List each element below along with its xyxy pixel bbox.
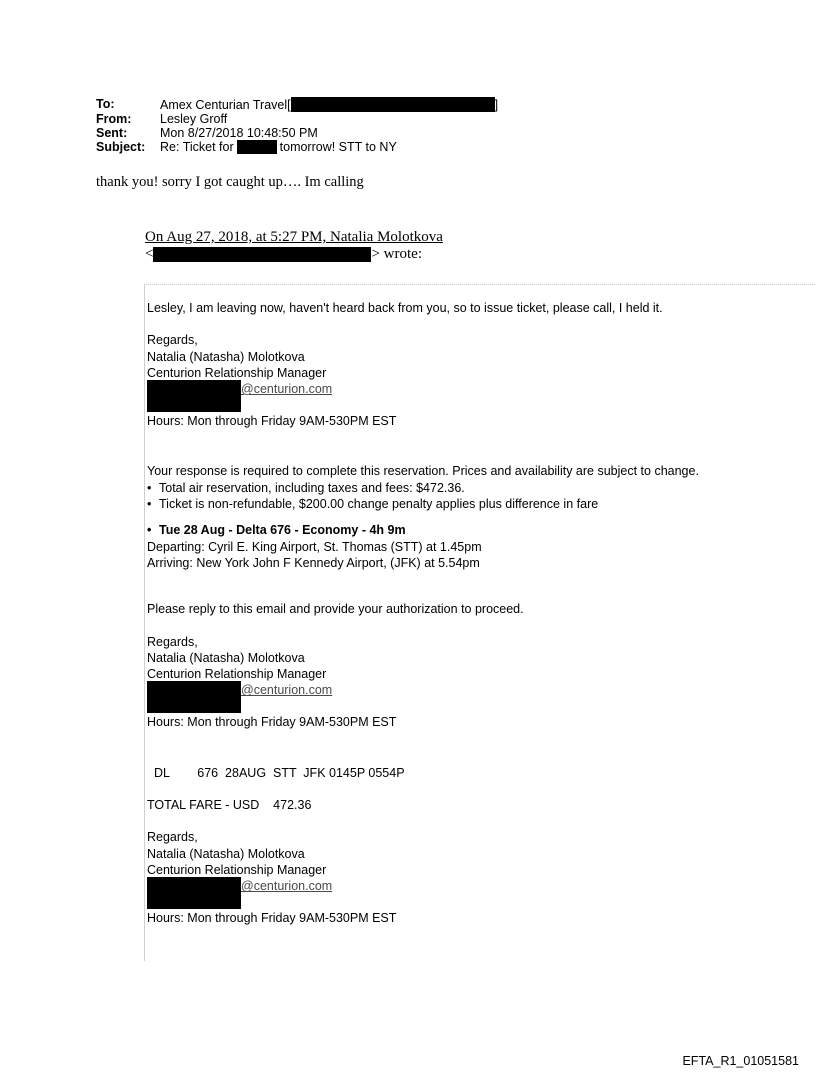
quote-attribution <box>145 229 443 263</box>
signature-name: Natalia (Natasha) Molotkova <box>147 650 305 665</box>
sent-row <box>96 126 498 140</box>
flight-heading <box>147 522 699 538</box>
arriving-text: Arriving: New York John F Kennedy Airport, (JFK) at 5.54pm <box>147 555 480 570</box>
subject-label: Subject: <box>96 140 146 154</box>
bullet-total-text: Total air reservation, including taxes and fees: $472.36. <box>159 480 465 495</box>
reply-body: thank you! sorry I got caught up…. Im calling <box>96 174 364 190</box>
bullet-icon: • <box>147 497 152 512</box>
sent-label: Sent: <box>96 126 128 140</box>
subject-suffix: tomorrow! STT to NY <box>279 140 397 154</box>
response-required-text: Your response is required to complete this reservation. Prices and availability are subject to change. <box>147 464 699 479</box>
redaction-block <box>147 877 241 909</box>
signature-title: Centurion Relationship Manager <box>147 667 327 682</box>
to-label: To: <box>96 97 115 111</box>
email-header <box>96 97 498 154</box>
bullet-ticket <box>147 496 699 512</box>
document-id: EFTA_R1_01051581 <box>682 1054 799 1068</box>
signature-title: Centurion Relationship Manager <box>147 365 327 380</box>
bullet-total <box>147 480 699 496</box>
regards-text: Regards, <box>147 634 198 649</box>
email-link[interactable]: @centurion.com <box>241 683 333 698</box>
departing-text: Departing: Cyril E. King Airport, St. Thomas (STT) at 1.45pm <box>147 539 482 554</box>
quoted-message <box>144 284 816 961</box>
redaction-block <box>291 97 495 112</box>
quote-attribution-line: On Aug 27, 2018, at 5:27 PM, Natalia Molotkova <box>145 229 443 245</box>
signature-email <box>147 878 699 910</box>
signature-email <box>147 381 699 413</box>
bullet-icon: • <box>147 480 152 495</box>
subject-prefix: Re: Ticket for <box>160 140 234 154</box>
email-link[interactable]: @centurion.com <box>241 879 333 894</box>
total-fare: TOTAL FARE - USD 472.36 <box>147 798 312 813</box>
subject-row <box>96 140 498 154</box>
signature-hours: Hours: Mon through Friday 9AM-530PM EST <box>147 911 397 926</box>
pnr-line: DL 676 28AUG STT JFK 0145P 0554P <box>147 765 405 780</box>
authorization-text: Please reply to this email and provide your authorization to proceed. <box>147 602 524 617</box>
signature-name: Natalia (Natasha) Molotkova <box>147 349 305 364</box>
quote-wrote: > wrote: <box>371 246 422 262</box>
sent-value: Mon 8/27/2018 10:48:50 PM <box>160 126 318 140</box>
quote-lt: < <box>145 246 154 262</box>
signature-name: Natalia (Natasha) Molotkova <box>147 846 305 861</box>
bullet-icon: • <box>147 523 152 538</box>
signature-hours: Hours: Mon through Friday 9AM-530PM EST <box>147 715 397 730</box>
to-close: ] <box>494 97 499 112</box>
email-link[interactable]: @centurion.com <box>241 382 333 397</box>
from-value: Lesley Groff <box>160 112 228 126</box>
redaction-block <box>147 380 241 412</box>
from-row <box>96 112 498 126</box>
signature-email <box>147 682 699 714</box>
intro-text: Lesley, I am leaving now, haven't heard back from you, so to issue ticket, please call, I held it. <box>147 301 663 315</box>
to-row <box>96 97 498 112</box>
signature-hours: Hours: Mon through Friday 9AM-530PM EST <box>147 414 397 429</box>
regards-text: Regards, <box>147 830 198 845</box>
redaction-block <box>237 140 277 154</box>
regards-text: Regards, <box>147 333 198 348</box>
to-value: Amex Centurian Travel[ <box>160 97 291 112</box>
redaction-block <box>153 247 371 262</box>
signature-title: Centurion Relationship Manager <box>147 862 327 877</box>
flight-heading-text: Tue 28 Aug - Delta 676 - Economy - 4h 9m <box>159 523 406 538</box>
redaction-block <box>147 681 241 713</box>
from-label: From: <box>96 112 132 126</box>
bullet-ticket-text: Ticket is non-refundable, $200.00 change penalty applies plus difference in fare <box>159 497 599 512</box>
